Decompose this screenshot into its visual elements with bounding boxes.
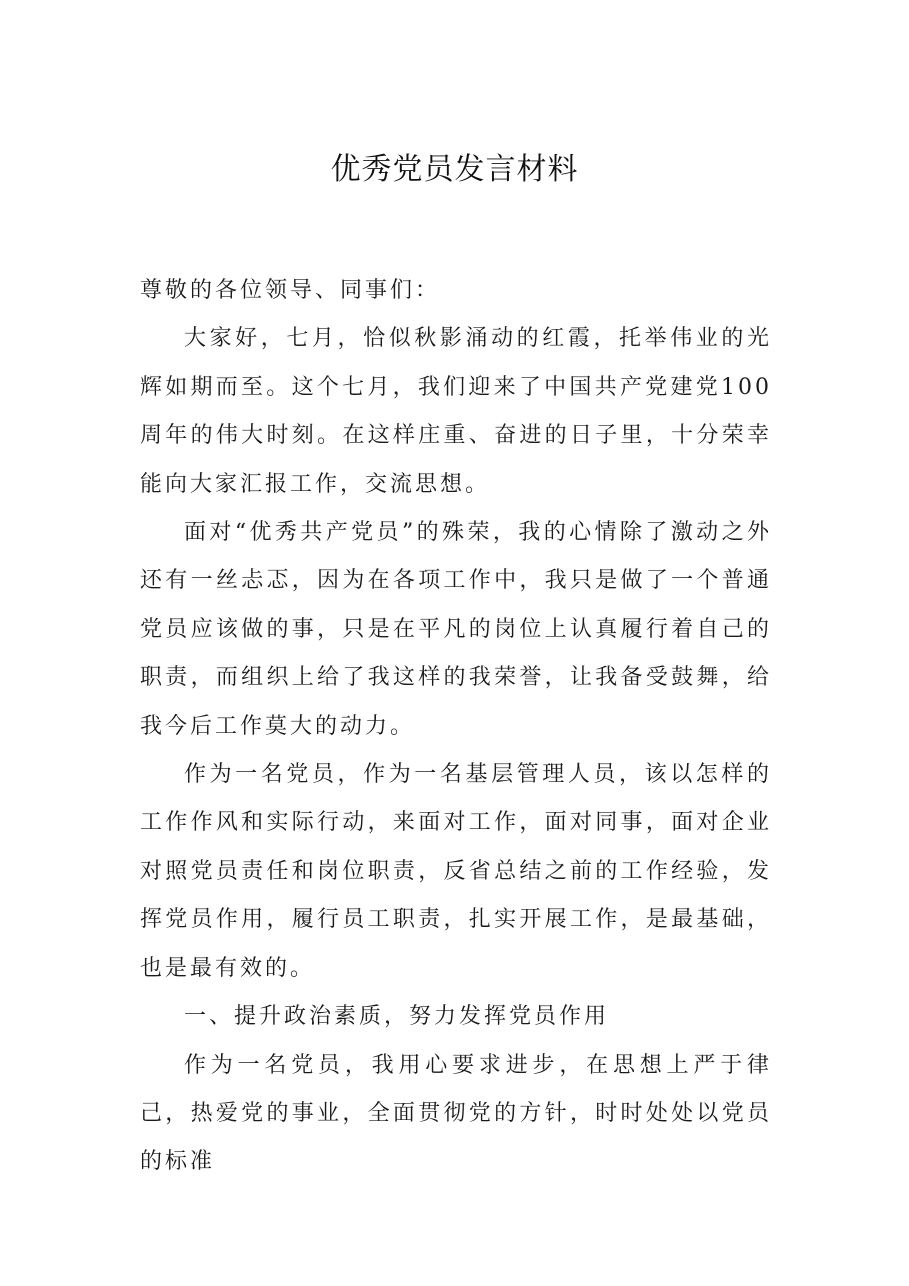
- paragraph-political: 作为一名党员，我用心要求进步，在思想上严于律己，热爱党的事业，全面贯彻党的方针，时时处处以党员的标准: [140, 1052, 772, 1175]
- paragraph-honor: 面对“优秀共产党员”的殊荣，我的心情除了激动之外还有一丝忐忑，因为在各项工作中，我只是做了一个普通党员应该做的事，只是在平凡的岗位上认真履行着自己的职责，而组织上给了我这样的我荣誉，让我备受鼓舞，给我今后工作莫大的动力。: [140, 520, 772, 739]
- salutation: 尊敬的各位领导、同事们：: [140, 278, 441, 303]
- paragraph-role: 作为一名党员，作为一名基层管理人员，该以怎样的工作作风和实际行动，来面对工作，面对同事，面对企业对照党员责任和岗位职责，反省总结之前的工作经验，发挥党员作用，履行员工职责，扎实开展工作，是最基础，也是最有效的。: [140, 762, 772, 981]
- section-heading-1: 一、提升政治素质，努力发挥党员作用: [184, 1004, 610, 1030]
- document-title: 优秀党员发言材料: [330, 152, 579, 187]
- document-body: [140, 267, 772, 1187]
- paragraph-greeting: 大家好，七月，恰似秋影涌动的红霞，托举伟业的光辉如期而至。这个七月，我们迎来了中国共产党建党100周年的伟大时刻。在这样庄重、奋进的日子里，十分荣幸能向大家汇报工作，交流思想。: [140, 326, 772, 497]
